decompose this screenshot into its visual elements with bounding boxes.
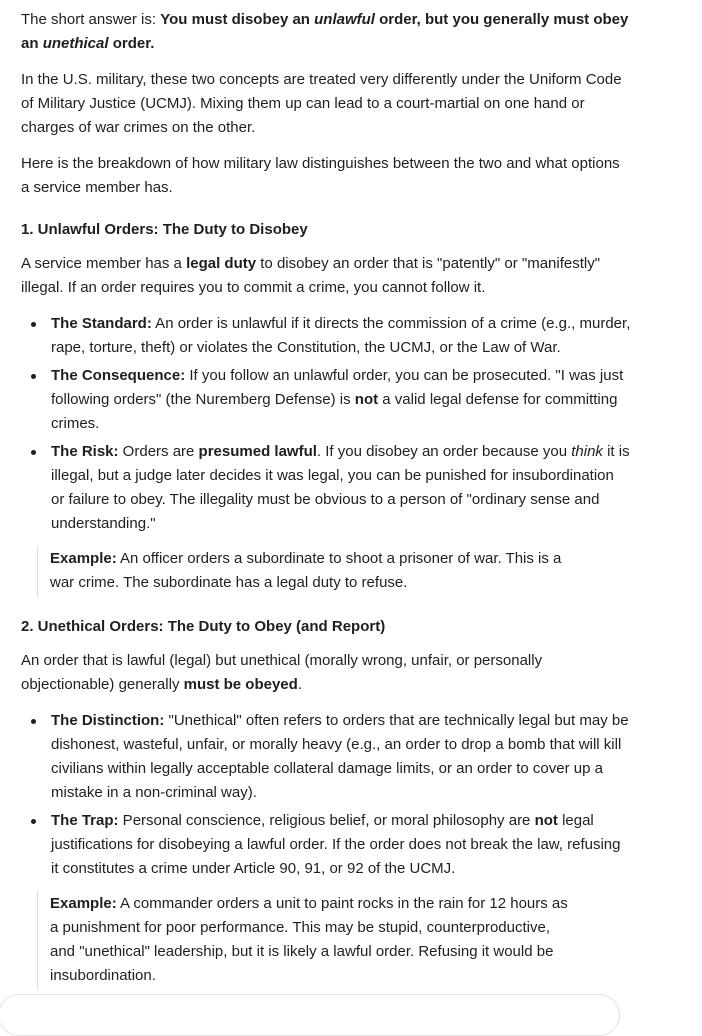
paragraph-must-obey [21, 649, 631, 697]
italic-text: think [571, 443, 603, 460]
list-item [21, 364, 631, 436]
example-text: A commander orders a unit to paint rocks in the rain for 12 hours as a punishment for poor performance. This may be stupid, counterproductive, and "unethical" leadership, but it is likely a lawful order. Refusing it would be insubordination. [50, 895, 568, 984]
bold-text: must be obeyed [183, 676, 298, 693]
intro-text: The short answer is: [21, 11, 161, 28]
section-heading-unethical: 2. Unethical Orders: The Duty to Obey (and Report) [21, 618, 386, 635]
intro-italic: unethical [42, 35, 109, 52]
bullet-label: The Trap: [51, 812, 119, 829]
bullet-label: The Risk: [51, 443, 119, 460]
bold-text: presumed lawful [198, 443, 317, 460]
intro-paragraph [21, 8, 631, 56]
bullet-text: . If you disobey an order because you [316, 443, 572, 460]
bullet-list-unethical [21, 709, 631, 881]
bullet-text: it is illegal, but a judge later decides it was legal, you can be punished for insubordination or failure to obey. The illegality must be obvious to a person of "ordinary sense and understanding." [51, 443, 630, 532]
bold-text: not [534, 812, 558, 829]
list-item [21, 709, 631, 805]
bullet-text: If you follow an unlawful order, you can be prosecuted. "I was just following orders" (the Nuremberg Defense) is [51, 367, 624, 408]
example-label: Example: [50, 895, 117, 912]
section-heading-unlawful: 1. Unlawful Orders: The Duty to Disobey [21, 221, 308, 238]
example-label: Example: [50, 550, 117, 567]
bullet-text: An order is unlawful if it directs the commission of a crime (e.g., murder, rape, torture, theft) or violates the Constitution, the UCMJ, or the Law of War. [51, 315, 631, 356]
bullet-label: The Standard: [51, 315, 152, 332]
example-blockquote [37, 891, 570, 990]
text: An order that is lawful (legal) but unethical (morally wrong, unfair, or personally objectionable) generally [21, 652, 543, 693]
response-content [21, 8, 631, 1002]
text: . [297, 676, 302, 693]
bullet-text: a valid legal defense for committing crimes. [51, 391, 618, 432]
bullet-list-unlawful [21, 312, 631, 536]
paragraph-legal-duty [21, 252, 631, 300]
text: A service member has a [21, 255, 187, 272]
bold-text: legal duty [186, 255, 257, 272]
intro-bold: order, but you generally must obey an [21, 11, 629, 52]
bullet-label: The Consequence: [51, 367, 186, 384]
bullet-text: "Unethical" often refers to orders that are technically legal but may be dishonest, wasteful, unfair, or morally heavy (e.g., an order to drop a bomb that will kill civilians within legally acceptable collateral damage limits, or an order to cover up a mistake in a non-criminal way). [51, 712, 629, 801]
bullet-text: Personal conscience, religious belief, or moral philosophy are [118, 812, 535, 829]
bullet-label: The Distinction: [51, 712, 165, 729]
intro-bold: order. [108, 35, 155, 52]
bullet-text: legal justifications for disobeying a lawful order. If the order does not break the law, refusing it constitutes a crime under Article 90, 91, or 92 of the UCMJ. [51, 812, 621, 877]
bold-text: not [354, 391, 379, 408]
example-blockquote [37, 546, 570, 597]
list-item [21, 809, 631, 881]
intro-italic: unlawful [314, 11, 375, 28]
intro-bold: You must disobey an [160, 11, 315, 28]
text: to disobey an order that is "patently" or "manifestly" illegal. If an order requires you to commit a crime, you cannot follow it. [21, 255, 601, 296]
paragraph-ucmj: In the U.S. military, these two concepts are treated very differently under the Uniform Code of Military Justice (UCMJ). Mixing them up can lead to a court-martial on one hand or charges of war crimes on the other. [21, 71, 622, 136]
list-item [21, 440, 631, 536]
example-text: An officer orders a subordinate to shoot a prisoner of war. This is a war crime. The subordinate has a legal duty to refuse. [50, 550, 562, 591]
paragraph-breakdown: Here is the breakdown of how military law distinguishes between the two and what options a service member has. [21, 155, 620, 196]
bullet-text: Orders are [118, 443, 199, 460]
list-item [21, 312, 631, 360]
